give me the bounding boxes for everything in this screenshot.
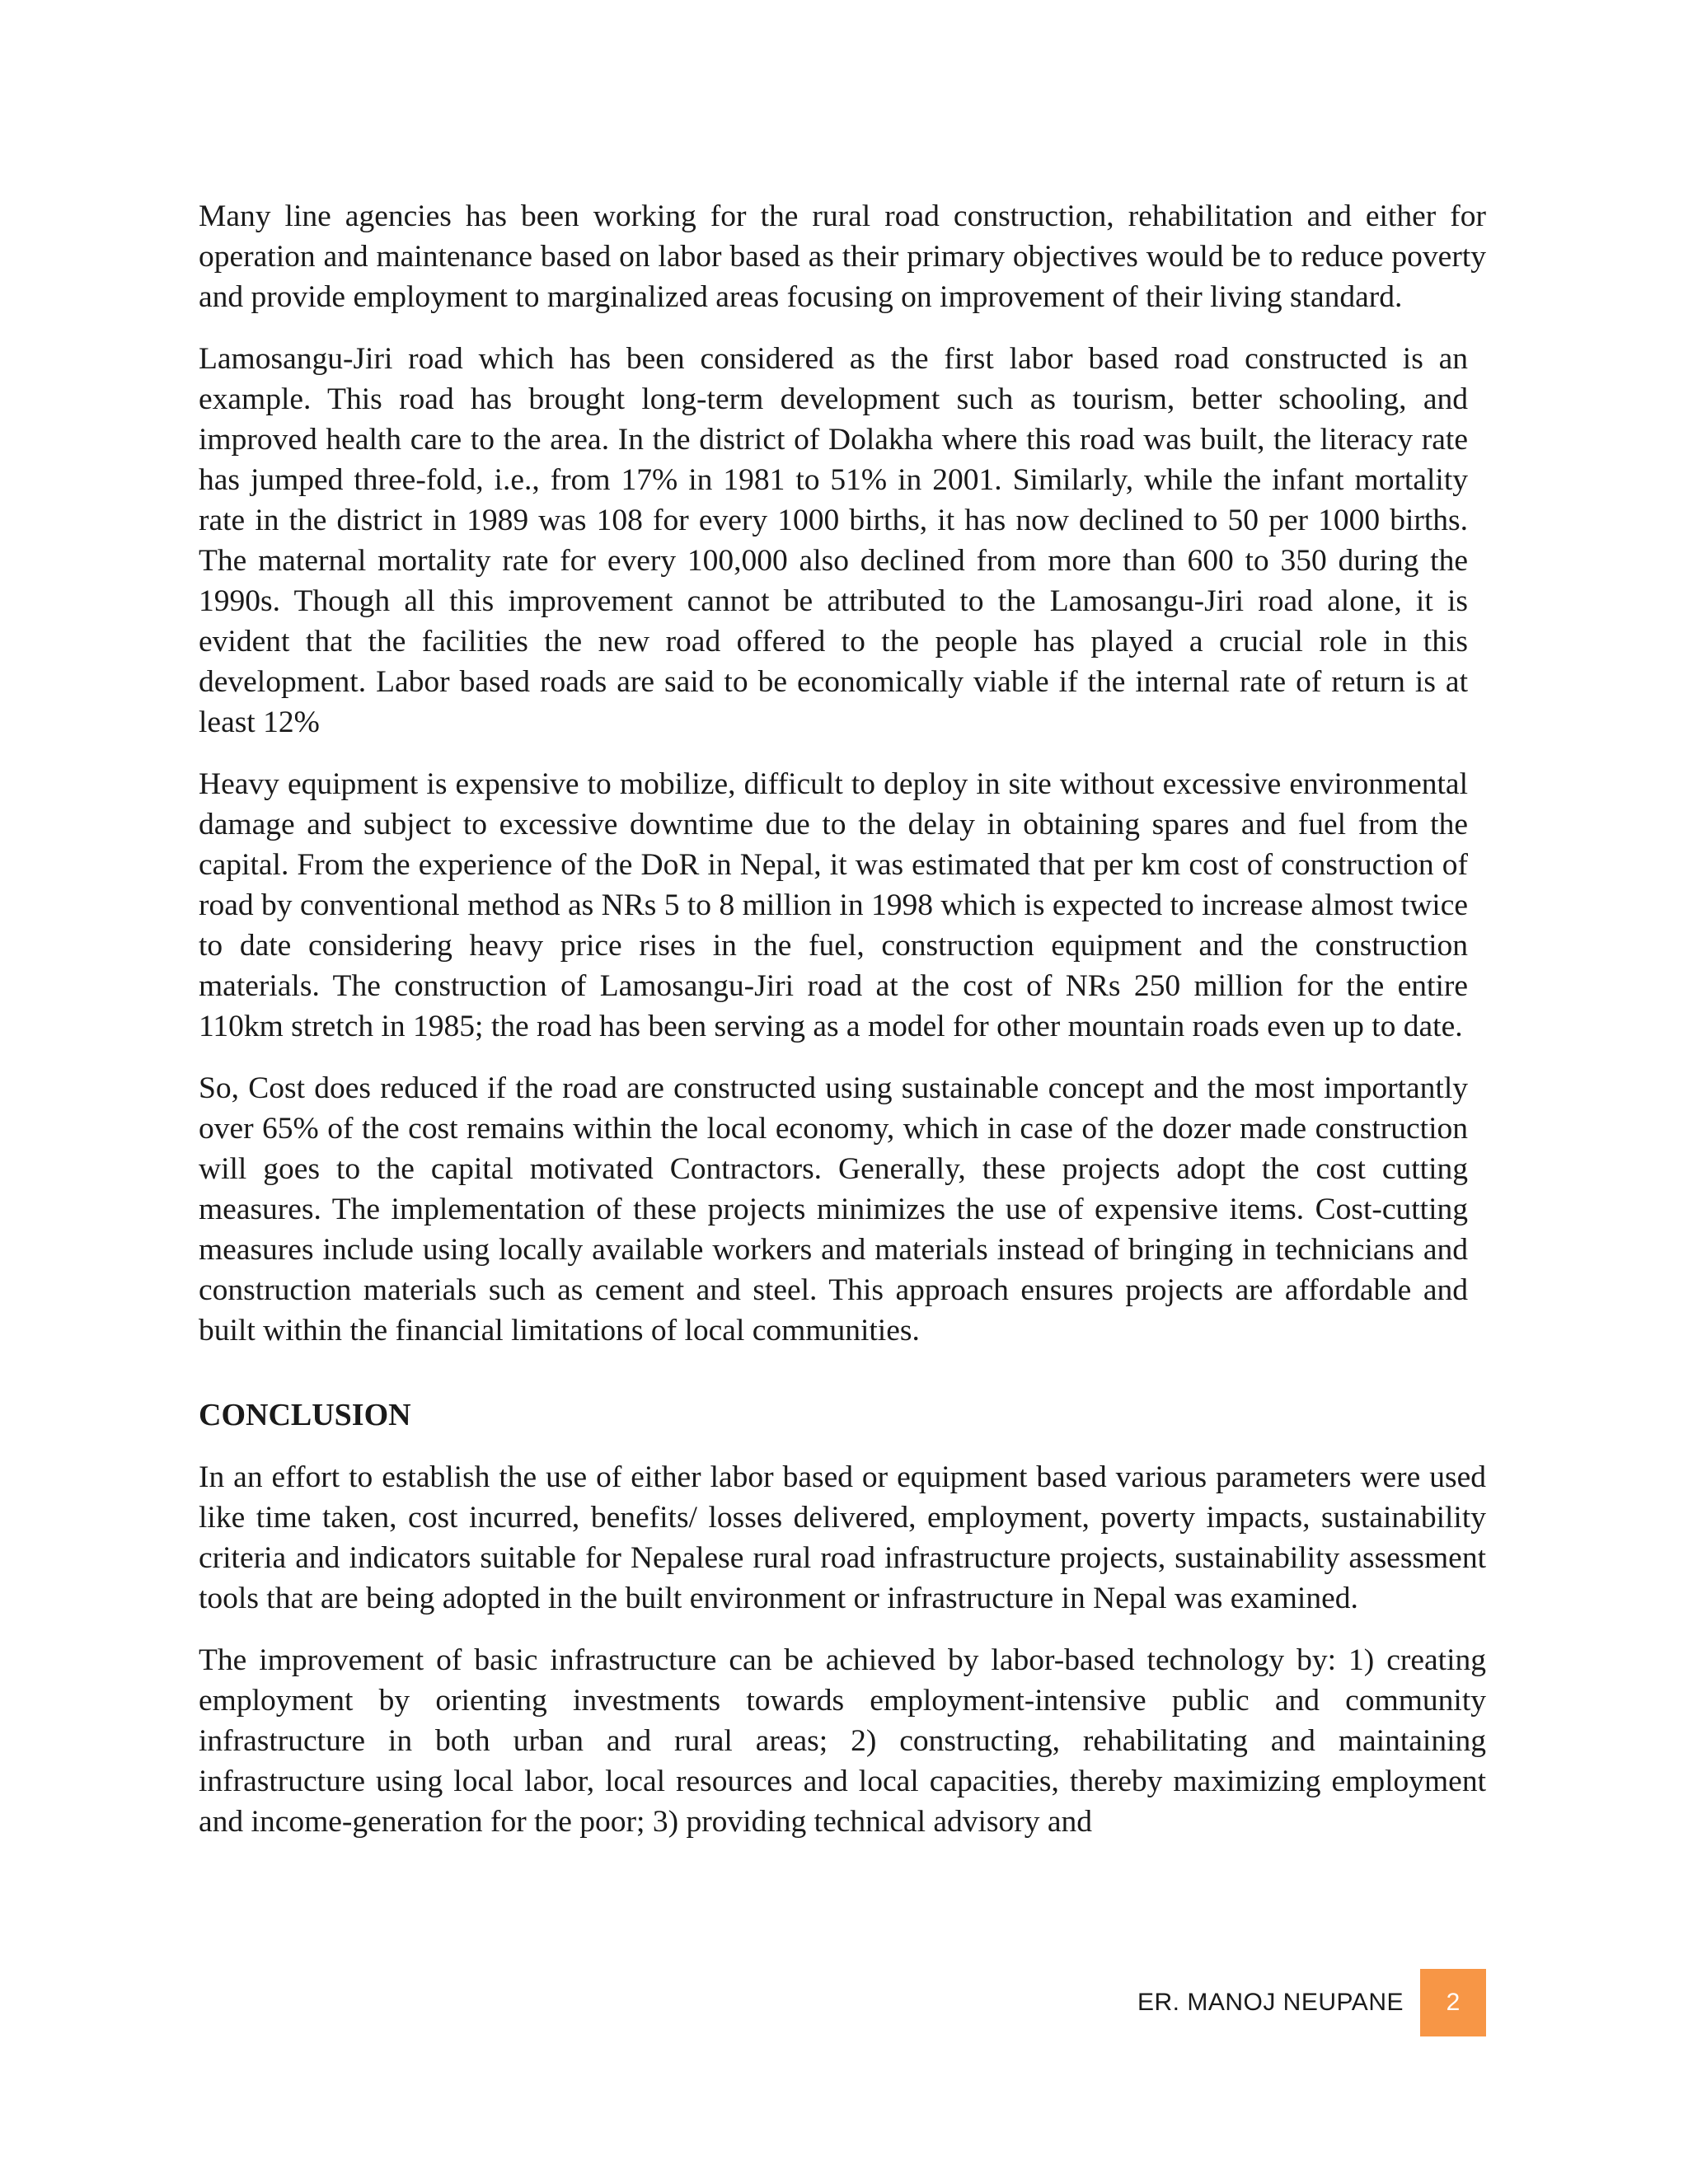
page-footer [0, 1969, 1486, 2036]
paragraph-heavy-equipment: Heavy equipment is expensive to mobilize, difficult to deploy in site without excessive environmental damage and subject to excessive downtime due to the delay in obtaining spares and fuel from the capital. From the experience of the DoR in Nepal, it was estimated that per km cost of construction of road by conventional method as NRs 5 to 8 million in 1998 which is expected to increase almost twice to date considering heavy price rises in the fuel, construction equipment and the construction materials. The construction of Lamosangu-Jiri road at the cost of NRs 250 million for the entire 110km stretch in 1985; the road has been serving as a model for other mountain roads even up to date. [199, 767, 1468, 1043]
paragraph-conclusion-effort: In an effort to establish the use of either labor based or equipment based various parameters were used like time taken, cost incurred, benefits/ losses delivered, employment, poverty impacts, sustainability criteria and indicators suitable for Nepalese rural road infrastructure projects, sustainability assessment tools that are being adopted in the built environment or infrastructure in Nepal was examined. [199, 1460, 1486, 1615]
paragraph-conclusion-improvement: The improvement of basic infrastructure can be achieved by labor-based technology by: 1) creating employment by orienting investments towards employment-intensive public and community infrastructure in both urban and rural areas; 2) constructing, rehabilitating and maintaining infrastructure using local labor, local resources and local capacities, thereby maximizing employment and income-generation for the poor; 3) providing technical advisory and [199, 1643, 1486, 1839]
conclusion-heading: CONCLUSION [199, 1398, 411, 1432]
paragraph-line-agencies: Many line agencies has been working for the rural road construction, rehabilitation and either for operation and maintenance based on labor based as their primary objectives would be to reduce poverty and provide employment to marginalized areas focusing on improvement of their living standard. [199, 199, 1486, 314]
paragraph-lamosangu-jiri: Lamosangu-Jiri road which has been considered as the first labor based road constructed is an example. This road has brought long-term development such as tourism, better schooling, and improved health care to the area. In the district of Dolakha where this road was built, the literacy rate has jumped three-fold, i.e., from 17% in 1981 to 51% in 2001. Similarly, while the infant mortality rate in the district in 1989 was 108 for every 1000 births, it has now declined to 50 per 1000 births. The maternal mortality rate for every 100,000 also declined from more than 600 to 350 during the 1990s. Though all this improvement cannot be attributed to the Lamosangu-Jiri road alone, it is evident that the facilities the new road offered to the people has played a crucial role in this development. Labor based roads are said to be economically viable if the internal rate of return is at least 12% [199, 342, 1468, 739]
paragraph-cost-reduction: So, Cost does reduced if the road are constructed using sustainable concept and the most importantly over 65% of the cost remains within the local economy, which in case of the dozer made construction will goes to the capital motivated Contractors. Generally, these projects adopt the cost cutting measures. The implementation of these projects minimizes the use of expensive items. Cost-cutting measures include using locally available workers and materials instead of bringing in technicians and construction materials such as cement and steel. This approach ensures projects are affordable and built within the financial limitations of local communities. [199, 1071, 1468, 1347]
author-name: ER. MANOJ NEUPANE [1137, 1989, 1404, 2016]
body-text [199, 196, 1486, 1863]
page-number-badge: 2 [1420, 1969, 1486, 2036]
